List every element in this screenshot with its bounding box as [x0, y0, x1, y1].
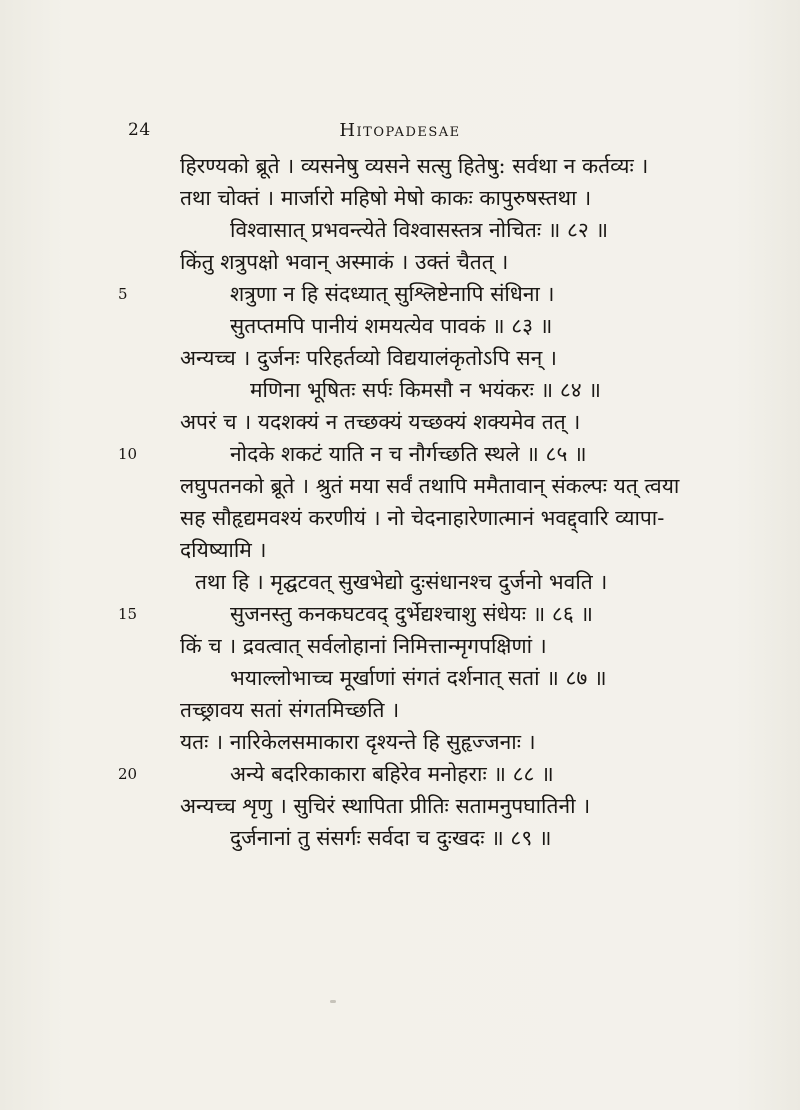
text-line: अन्यच्च शृणु । सुचिरं स्थापिता प्रीतिः सतामनुपघातिनी ।	[180, 794, 591, 818]
text-line: किंतु शत्रुपक्षो भवान् अस्माकं । उक्तं चैतत् ।	[180, 250, 509, 274]
text-line: अन्ये बदरिकाकारा बहिरेव मनोहराः ॥ ८८ ॥	[230, 762, 554, 786]
line-number: 20	[118, 765, 138, 783]
text-line: नोदके शकटं याति न च नौर्गच्छति स्थले ॥ ८५ ॥	[230, 442, 587, 466]
text-line: भयाल्लोभाच्च मूर्खाणां संगतं दर्शनात् सतां ॥ ८७ ॥	[230, 666, 607, 690]
text-line: लघुपतनको ब्रूते । श्रुतं मया सर्वं तथापि ममैतावान् संकल्पः यत् त्वया	[180, 474, 680, 498]
text-line: दुर्जनानां तु संसर्गः सर्वदा च दुःखदः ॥ ८९ ॥	[230, 826, 552, 850]
text-line: मणिना भूषितः सर्पः किमसौ न भयंकरः ॥ ८४ ॥	[250, 378, 601, 402]
text-line: तच्छ्रावय सतां संगतमिच्छति ।	[180, 698, 400, 722]
text-line: यतः । नारिकेलसमाकारा दृश्यन्ते हि सुहृज्जनाः ।	[180, 730, 536, 754]
text-line: सुजनस्तु कनकघटवद् दुर्भेद्यश्चाशु संधेयः ॥ ८६ ॥	[230, 602, 594, 626]
line-number: 5	[118, 285, 128, 303]
scan-speck	[330, 1000, 336, 1003]
text-line: तथा चोक्तं । मार्जारो महिषो मेषो काकः कापुरुषस्तथा ।	[180, 186, 592, 210]
page-header	[0, 120, 800, 150]
line-number: 15	[118, 605, 138, 623]
text-line: सह सौहृद्यमवश्यं करणीयं । नो चेदनाहारेणात्मानं भवद्द्वारि व्यापा-	[180, 506, 665, 530]
text-line: हिरण्यको ब्रूते । व्यसनेषु व्यसने सत्सु हितेषु: सर्वथा न कर्तव्यः ।	[180, 154, 649, 178]
text-line: किं च । द्रवत्वात् सर्वलोहानां निमित्तान्मृगपक्षिणां ।	[180, 634, 547, 658]
line-number: 10	[118, 445, 138, 463]
text-line: अपरं च । यदशक्यं न तच्छक्यं यच्छक्यं शक्यमेव तत् ।	[180, 410, 581, 434]
page-number: 24	[128, 120, 151, 140]
text-line: शत्रुणा न हि संदध्यात् सुश्लिष्टेनापि संधिना ।	[230, 282, 555, 306]
text-line: तथा हि । मृद्घटवत् सुखभेद्यो दुःसंधानश्च दुर्जनो भवति ।	[195, 570, 608, 594]
text-line: सुतप्तमपि पानीयं शमयत्येव पावकं ॥ ८३ ॥	[230, 314, 553, 338]
text-line: दयिष्यामि ।	[180, 538, 267, 562]
text-line: विश्वासात् प्रभवन्त्येते विश्वासस्तत्र नोचितः ॥ ८२ ॥	[230, 218, 609, 242]
running-title: Hitopadesae	[339, 120, 461, 141]
text-line: अन्यच्च । दुर्जनः परिहर्तव्यो विद्ययालंकृतोऽपि सन् ।	[180, 346, 557, 370]
